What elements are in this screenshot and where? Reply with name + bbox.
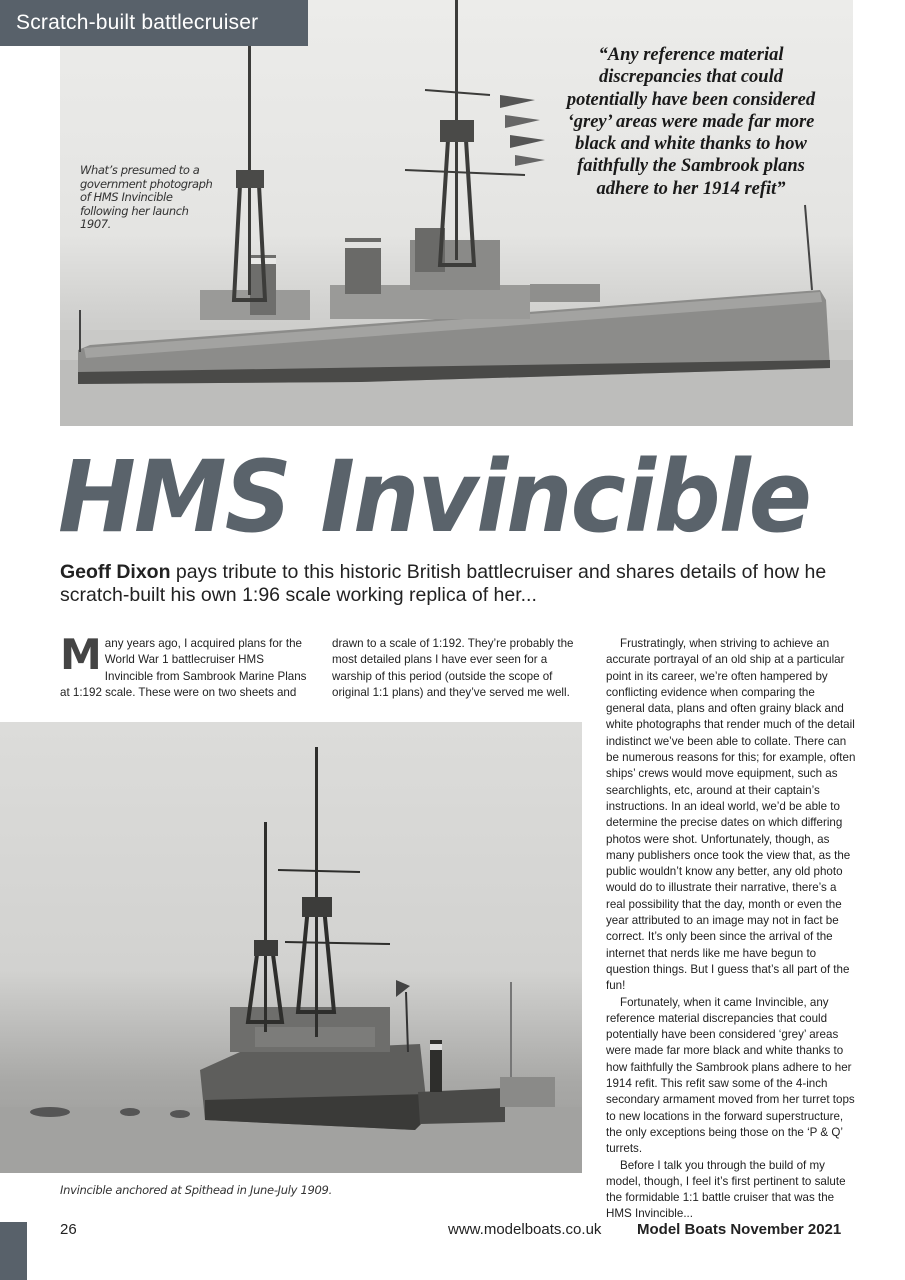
standfirst xyxy=(60,561,860,607)
standfirst-text: pays tribute to this historic British battlecruiser and shares details of how he scratch-built his own 1:96 scale working replica of her... xyxy=(60,561,827,606)
body-column-1 xyxy=(60,630,315,701)
body-column-2 xyxy=(332,636,577,701)
website-url[interactable]: www.modelboats.co.uk xyxy=(448,1221,602,1238)
body-column-3 xyxy=(606,636,856,1223)
article-title: HMS Invincible xyxy=(58,440,810,555)
section-tag: Scratch-built battlecruiser xyxy=(0,0,308,46)
page-number: 26 xyxy=(60,1221,77,1238)
bottom-photo-caption: Invincible anchored at Spithead in June-July 1909. xyxy=(60,1183,332,1197)
drop-cap: M xyxy=(60,630,102,679)
footer-accent-bar xyxy=(0,1222,27,1280)
body-paragraph: Frustratingly, when striving to achieve an accurate portrayal of an old ship at a particular point in its career, we’re often hampered by conflicting evidence when comparing the general data, plans and often grainy black and white photographs that render much of the detail indistinct we’ve been able to collate. There can be numerous reasons for this; for example, often ships’ crews would move equipment, such as searchlights, etc, around at their captain’s instructions. In an ideal world, we’d be able to determine the precise dates on which differing photos were shot. Unfortunately, though, as many publishers once took the view that, as the public wouldn’t know any better, any old photo would do to illustrate their narrative, there’s a real possibility that the day, month or even the year attributed to an image may not in fact be correct. It’s only been since the arrival of the internet that nerds like me have begun to question things. But I guess that’s all part of the fun! xyxy=(606,637,856,993)
magazine-issue: Model Boats November 2021 xyxy=(637,1221,842,1238)
top-photo-caption: What’s presumed to a government photograph of HMS Invincible following her launch 1907. xyxy=(80,163,213,232)
body-paragraph: Before I talk you through the build of my model, though, I feel it’s first pertinent to salute the formidable 1:1 battle cruiser that was the HMS Invincible... xyxy=(606,1158,846,1221)
bottom-photograph xyxy=(0,722,582,1173)
body-paragraph: Fortunately, when it came Invincible, any reference material discrepancies that could potentially have been considered ‘grey’ areas were made far more black and white thanks to how faithfully the Sambrook plans adhere to her 1914 refit. This refit saw some of the 4-inch secondary armament moved from her turret tops to new locations in the forward superstructure, the only exceptions being those on the ‘P & Q’ turrets. xyxy=(606,995,855,1156)
pull-quote: “Any reference material discrepancies that could potentially have been considered ‘grey’ areas were made far more black and white thanks to how faithfully the Sambrook plans adhere to her 1914 refit” xyxy=(566,45,816,199)
battlecruiser-anchored-illustration xyxy=(0,722,582,1173)
body-column-1-text: any years ago, I acquired plans for the World War 1 battlecruiser HMS Invincible from Sambrook Marine Plans at 1:192 scale. These were on two sheets and xyxy=(60,637,307,699)
body-column-2-text: drawn to a scale of 1:192. They’re probably the most detailed plans I have ever seen for a warship of this period (outside the scope of original 1:1 plans) and they’ve served me well. xyxy=(332,637,574,699)
author-name: Geoff Dixon xyxy=(60,561,171,583)
